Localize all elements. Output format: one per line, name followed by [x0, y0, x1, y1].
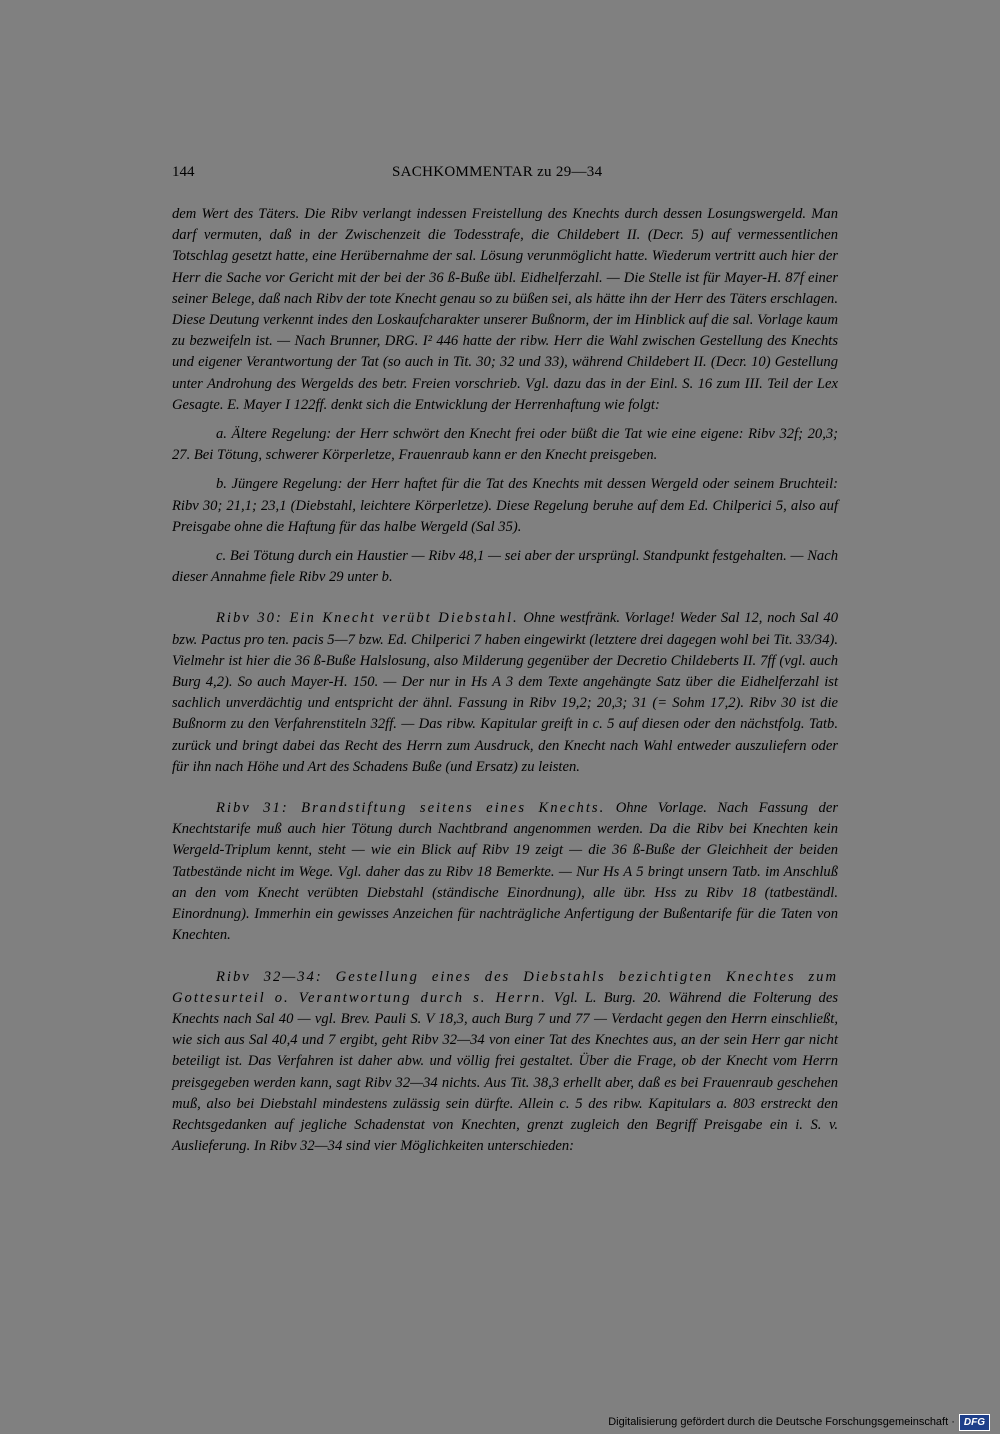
- paragraph-intro: dem Wert des Täters. Die Ribv verlangt indessen Freistellung des Knechts durch dessen Losungswergeld. Man darf vermuten, daß in der Zwischenzeit die Todesstrafe, die Childebert II. (Decr. 5) auf vermessentlichen Totschlag gesetzt hatte, eine Herübernahme der sal. Lösung verunmöglicht hatte. Wiederum vertritt auch hier der Herr die Sache vor Gericht mit der bei der 36 ß-Buße übl. Eidhelferzahl. — Die Stelle ist für Mayer-H. 87f einer seiner Belege, daß nach Ribv der tote Knecht genau so zu büßen sei, als hätte ihn der Herr des Täters erschlagen. Diese Deutung verkennt indes den Loskaufcharakter unserer Bußnorm, der im Hinblick auf die sal. Vorlage kaum zu bezweifeln ist. — Nach Brunner, DRG. I² 446 hatte der ribw. Herr die Wahl zwischen Gestellung des Knechts und eigener Verantwortung der Tat (so auch in Tit. 30; 32 und 33), während Childebert II. (Decr. 10) Gestellung unter Androhung des Wergelds des betr. Freien vorschrieb. Vgl. dazu das in der Einl. S. 16 zum III. Teil der Lex Gesagte. E. Mayer I 122ff. denkt sich die Entwicklung der Herrenhaftung wie folgt:: [172, 206, 838, 413]
- page-header: [172, 160, 838, 186]
- section-ribv-32-34: [172, 967, 838, 1158]
- paragraph-c: c. Bei Tötung durch ein Haustier — Ribv 48,1 — sei aber der ursprüngl. Standpunkt festgehalten. — Nach dieser Annahme fiele Ribv 29 unter b.: [172, 548, 838, 586]
- dfg-logo-icon: DFG: [959, 1414, 990, 1431]
- page-body: [172, 204, 838, 1157]
- section-heading: Ribv 30: Ein Knecht verübt Diebstahl.: [216, 610, 519, 627]
- section-text: Vgl. L. Burg. 20. Während die Folterung des Knechts nach Sal 40 — vgl. Brev. Pauli S. V 18,3, auch Burg 7 und 77 — Verdacht gegen den Herrn einschließt, wie sich aus Sal 40,4 und 7 ergibt, geht Ribv 32—34 von einer Tat des Knechtes aus, an der sein Herr gar nicht beteiligt ist. Das Verfahren ist daher abw. und völlig frei gestaltet. Über die Frage, ob der Knecht vom Herrn preisgegeben werden kann, sagt Ribv 32—34 nichts. Aus Tit. 38,3 erhellt aber, daß es bei Frauenraub geschehen muß, also bei Diebstahl mindestens zulässig sein dürfte. Allein c. 5 des ribw. Kapitulars a. 803 erstreckt den Rechtsgedanken auf jegliche Schadenstat von Knechten, grenzt zugleich den Begriff Preisgabe ein i. S. v. Auslieferung. In Ribv 32—34 sind vier Möglichkeiten unterschieden:: [172, 989, 838, 1155]
- section-text: Ohne westfränk. Vorlage! Weder Sal 12, noch Sal 40 bzw. Pactus pro ten. pacis 5—7 bzw. Ed. Chilperici 7 haben eingewirkt (letztere drei dagegen wohl bei Tit. 33/34). Vielmehr ist hier die 36 ß-Buße Halslosung, also Milderung gegenüber der Decretio Childeberts II. 7ff (vgl. auch Burg 4,2). So auch Mayer-H. 150. — Der nur in Hs A 3 dem Texte angehängte Satz über die Eidhelferzahl ist sachlich unverdächtig und entspricht der ähnl. Fassung in Ribv 19,2; 20,3; 31 (= Sohm 17,2). Ribv 30 ist die Bußnorm zu den Verfahrenstiteln 32ff. — Das ribw. Kapitular greift in c. 5 auf diesen oder den nächstfolg. Tatb. zurück und bringt dabei das Recht des Herrn zum Ausdruck, den Knecht nach Wahl entweder auszuliefern oder für ihn nach Höhe und Art des Schadens Buße (und Ersatz) zu leisten.: [172, 610, 838, 775]
- section-ribv-30: [172, 608, 838, 778]
- section-ribv-31: [172, 798, 838, 946]
- page-number: 144: [172, 164, 195, 180]
- section-heading: Ribv 31: Brandstiftung seitens eines Knechts.: [216, 800, 606, 817]
- footer-credit: [608, 1414, 990, 1430]
- section-heading: Ribv 32—34: Gestellung eines des Diebstahls bezichtigten Knechtes zum Gottesurteil o. Verantwortung durch s. Herrn.: [172, 968, 838, 1006]
- section-text: Ohne Vorlage. Nach Fassung der Knechtstarife muß auch hier Tötung durch Nachtbrand angenommen werden. Da die Ribv bei Knechten kein Wergeld-Triplum kennt, steht — wie ein Blick auf Ribv 19 zeigt — die 36 ß-Buße der Gleichheit der beiden Tatbestände nicht im Wege. Vgl. daher das zu Ribv 18 Bemerkte. — Nur Hs A 5 bringt unsern Tatb. im Anschluß an den vom Knecht verübten Diebstahl (ständische Einordnung), alle übr. Hss zu Ribv 18 (tatbeständl. Einordnung). Immerhin ein gewisses Anzeichen für nachträgliche Anfertigung der Bußentarife für die Taten von Knechten.: [172, 800, 838, 944]
- running-title: SACHKOMMENTAR zu 29—34: [392, 164, 603, 180]
- footer-text: Digitalisierung gefördert durch die Deutsche Forschungsgemeinschaft ·: [608, 1416, 955, 1428]
- paragraph-b: b. Jüngere Regelung: der Herr haftet für die Tat des Knechts mit dessen Wergeld oder seinem Bruchteil: Ribv 30; 21,1; 23,1 (Diebstahl, leichtere Körperletze). Diese Regelung beruhe auf dem Ed. Chilperici 5, also auf Preisgabe ohne die Haftung für das halbe Wergeld (Sal 35).: [172, 476, 838, 535]
- paragraph-a: a. Ältere Regelung: der Herr schwört den Knecht frei oder büßt die Tat wie eine eigene: Ribv 32f; 20,3; 27. Bei Tötung, schwerer Körperletze, Frauenraub kann er den Knecht preisgeben.: [172, 426, 838, 464]
